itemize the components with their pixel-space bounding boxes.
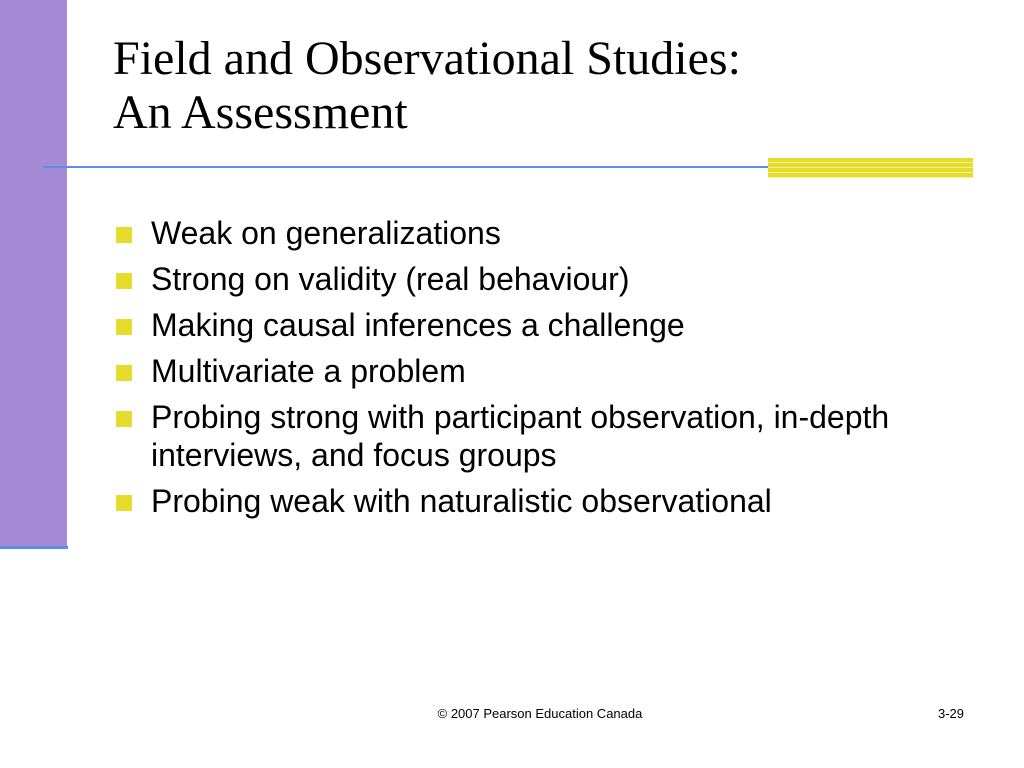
bullet-text: Making causal inferences a challenge — [151, 307, 685, 343]
bullet-text: Multivariate a problem — [151, 353, 466, 389]
bullet-item — [116, 214, 996, 252]
bullet-item — [116, 398, 996, 474]
bullet-item — [116, 306, 996, 344]
title-accent-bar — [768, 158, 973, 178]
page-number: 3-29 — [937, 706, 964, 721]
bullet-text: Weak on generalizations — [151, 215, 501, 251]
bullet-item — [116, 260, 996, 298]
square-bullet-icon — [116, 495, 132, 511]
square-bullet-icon — [116, 273, 132, 289]
bullet-text: Probing weak with naturalistic observational — [151, 483, 772, 519]
bullet-text: Strong on validity (real behaviour) — [151, 261, 630, 297]
side-bar — [0, 0, 67, 546]
footer-copyright: © 2007 Pearson Education Canada — [437, 706, 643, 721]
slide-title — [113, 32, 993, 140]
title-line-2: An Assessment — [113, 86, 408, 139]
bullet-list — [116, 214, 996, 528]
square-bullet-icon — [116, 411, 132, 427]
square-bullet-icon — [116, 319, 132, 335]
side-bar-edge — [0, 546, 68, 549]
title-line-1: Field and Observational Studies: — [113, 32, 741, 85]
square-bullet-icon — [116, 365, 132, 381]
bullet-text: Probing strong with participant observation, in-depth interviews, and focus groups — [151, 399, 890, 473]
bullet-item — [116, 482, 996, 520]
square-bullet-icon — [116, 227, 132, 243]
bullet-item — [116, 352, 996, 390]
